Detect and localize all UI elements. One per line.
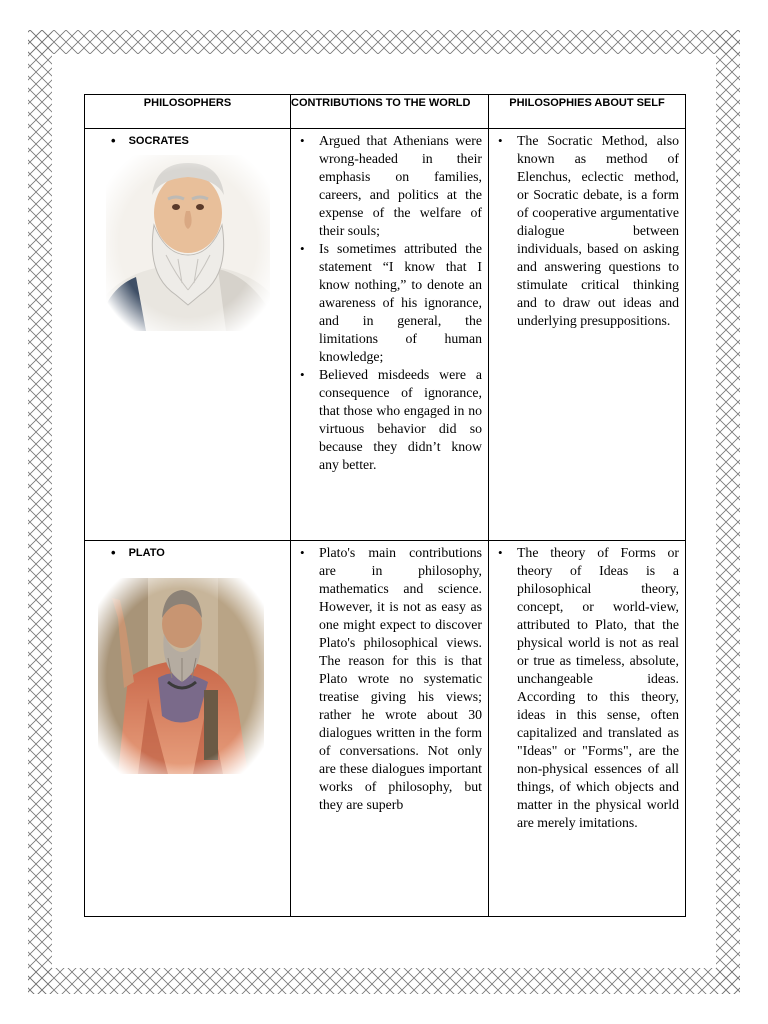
table-row (85, 541, 686, 917)
philosopher-cell (85, 541, 291, 917)
philosopher-name: SOCRATES (128, 134, 189, 147)
philosophies-cell (489, 541, 686, 917)
bullet-icon: • (111, 133, 116, 148)
table-row (85, 129, 686, 541)
list-item: • The theory of Forms or theory of Ideas is a philosophical theory, concept, or world-view, attributed to Plato, that the physical world is not as real or true as timeless, absolute, unchangeable ideas. According to this theory, ideas in this sense, often capitalized and translated as "Ideas" or "Forms", are the non-physical essences of all things, of which objects and matter in the physical world are merely imitations. (517, 544, 679, 832)
contributions-cell (291, 541, 489, 917)
contributions-list (291, 541, 488, 814)
plato-painting-icon (98, 578, 264, 774)
philosophies-list (489, 129, 685, 330)
list-item: • The Socratic Method, also known as method of Elenchus, eclectic method, or Socratic debate, is a form of cooperative argumentative dialogue between individuals, based on asking and answering questions to stimulate critical thinking and to draw out ideas and underlying presuppositions. (517, 132, 679, 330)
header-philosophers: PHILOSOPHERS (85, 95, 291, 129)
philosopher-cell (85, 129, 291, 541)
table-header-row (85, 95, 686, 129)
philosophies-cell (489, 129, 686, 541)
contributions-cell (291, 129, 489, 541)
list-item: • Is sometimes attributed the statement “I know that I know nothing,” to denote an awareness of his ignorance, and in general, the limitations of human knowledge; (319, 240, 482, 366)
list-item: • Believed misdeeds were a consequence of ignorance, that those who engaged in no virtuous behavior did so because they didn’t know any better. (319, 366, 482, 474)
list-item: • Argued that Athenians were wrong-headed in their emphasis on families, careers, and politics at the expense of the welfare of their souls; (319, 132, 482, 240)
contributions-list (291, 129, 488, 474)
list-item: • Plato's main contributions are in philosophy, mathematics and science. However, it is not as easy as one might expect to discover Plato's philosophical views. The reason for this is that Plato wrote no systematic treatise giving his views; rather he wrote about 30 dialogues written in the form of conversations. Not only are these dialogues important works of philosophy, but they are superb (319, 544, 482, 814)
philosophies-list (489, 541, 685, 832)
header-philosophies-about-self: PHILOSOPHIES ABOUT SELF (489, 95, 686, 129)
philosopher-name: PLATO (128, 546, 165, 559)
header-contributions: CONTRIBUTIONS TO THE WORLD (291, 95, 489, 129)
bullet-icon: • (111, 545, 116, 560)
socrates-portrait-icon (106, 155, 270, 331)
philosophers-table (84, 94, 686, 917)
